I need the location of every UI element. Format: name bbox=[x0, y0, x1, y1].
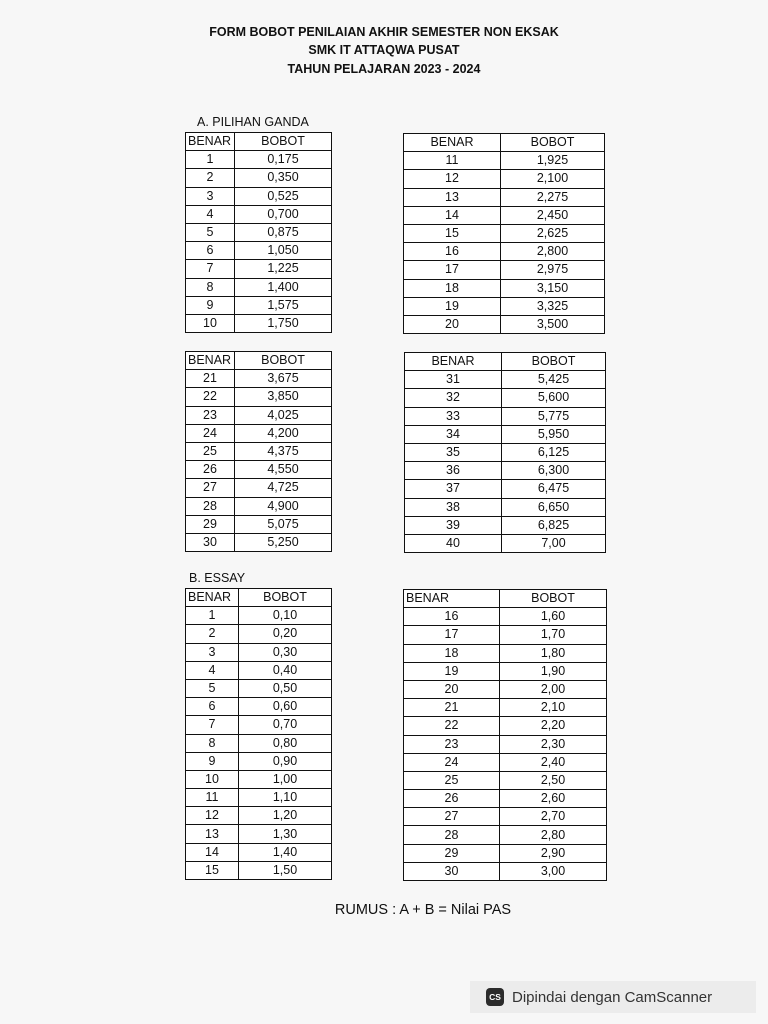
bobot-cell: 1,40 bbox=[239, 843, 332, 861]
bobot-cell: 2,275 bbox=[501, 188, 605, 206]
bobot-cell: 1,750 bbox=[235, 314, 332, 332]
bobot-cell: 0,80 bbox=[239, 734, 332, 752]
benar-cell: 5 bbox=[186, 223, 235, 241]
bobot-cell: 5,600 bbox=[502, 389, 606, 407]
weight-table-essay-1-15 bbox=[185, 588, 332, 880]
weight-table-essay-16-30 bbox=[403, 589, 607, 881]
table-row bbox=[186, 679, 332, 697]
bobot-cell: 0,20 bbox=[239, 625, 332, 643]
table-row bbox=[186, 789, 332, 807]
benar-cell: 14 bbox=[186, 843, 239, 861]
table-header-row bbox=[186, 589, 332, 607]
benar-cell: 2 bbox=[186, 169, 235, 187]
table-row bbox=[186, 205, 332, 223]
table-row bbox=[186, 296, 332, 314]
bobot-cell: 5,075 bbox=[235, 515, 332, 533]
table-row bbox=[404, 717, 607, 735]
bobot-cell: 1,90 bbox=[500, 662, 607, 680]
table-row bbox=[404, 844, 607, 862]
bobot-cell: 0,350 bbox=[235, 169, 332, 187]
table-header-row bbox=[405, 353, 606, 371]
bobot-cell: 4,025 bbox=[235, 406, 332, 424]
benar-cell: 30 bbox=[404, 862, 500, 880]
table-row bbox=[186, 825, 332, 843]
table-row bbox=[404, 808, 607, 826]
bobot-cell: 0,175 bbox=[235, 151, 332, 169]
camscanner-watermark bbox=[470, 981, 756, 1013]
benar-cell: 17 bbox=[404, 261, 501, 279]
bobot-cell: 1,575 bbox=[235, 296, 332, 314]
table-row bbox=[404, 790, 607, 808]
benar-cell: 18 bbox=[404, 279, 501, 297]
benar-cell: 22 bbox=[186, 388, 235, 406]
benar-cell: 10 bbox=[186, 770, 239, 788]
benar-cell: 8 bbox=[186, 278, 235, 296]
table-row bbox=[404, 224, 605, 242]
table-row bbox=[186, 752, 332, 770]
academic-year: TAHUN PELAJARAN 2023 - 2024 bbox=[287, 62, 481, 76]
table-row bbox=[405, 389, 606, 407]
benar-column-header: BENAR bbox=[404, 134, 501, 152]
bobot-cell: 1,20 bbox=[239, 807, 332, 825]
table-row bbox=[186, 515, 332, 533]
table-row bbox=[186, 260, 332, 278]
benar-cell: 16 bbox=[404, 243, 501, 261]
benar-cell: 24 bbox=[404, 753, 500, 771]
bobot-cell: 2,70 bbox=[500, 808, 607, 826]
benar-cell: 13 bbox=[186, 825, 239, 843]
table-row bbox=[404, 771, 607, 789]
table-row bbox=[186, 843, 332, 861]
table-row bbox=[186, 716, 332, 734]
benar-column-header: BENAR bbox=[186, 352, 235, 370]
bobot-cell: 6,125 bbox=[502, 443, 606, 461]
table-row bbox=[404, 826, 607, 844]
benar-column-header: BENAR bbox=[404, 590, 500, 608]
bobot-cell: 6,650 bbox=[502, 498, 606, 516]
benar-cell: 27 bbox=[186, 479, 235, 497]
benar-cell: 15 bbox=[404, 224, 501, 242]
benar-cell: 11 bbox=[186, 789, 239, 807]
benar-cell: 21 bbox=[404, 699, 500, 717]
bobot-cell: 1,00 bbox=[239, 770, 332, 788]
benar-cell: 29 bbox=[186, 515, 235, 533]
benar-cell: 4 bbox=[186, 205, 235, 223]
benar-cell: 28 bbox=[186, 497, 235, 515]
benar-cell: 27 bbox=[404, 808, 500, 826]
table-row bbox=[405, 516, 606, 534]
bobot-cell: 1,925 bbox=[501, 152, 605, 170]
benar-column-header: BENAR bbox=[186, 589, 239, 607]
bobot-column-header: BOBOT bbox=[235, 133, 332, 151]
table-row bbox=[405, 534, 606, 552]
table-row bbox=[186, 424, 332, 442]
bobot-cell: 3,325 bbox=[501, 297, 605, 315]
bobot-cell: 6,300 bbox=[502, 462, 606, 480]
table-row bbox=[404, 680, 607, 698]
bobot-cell: 0,30 bbox=[239, 643, 332, 661]
camscanner-logo-icon: CS bbox=[486, 988, 504, 1006]
bobot-cell: 1,80 bbox=[500, 644, 607, 662]
bobot-cell: 0,700 bbox=[235, 205, 332, 223]
benar-cell: 3 bbox=[186, 187, 235, 205]
benar-cell: 31 bbox=[405, 371, 502, 389]
table-row bbox=[186, 370, 332, 388]
document-title: FORM BOBOT PENILAIAN AKHIR SEMESTER NON EKSAK bbox=[209, 25, 559, 39]
table-row bbox=[404, 170, 605, 188]
benar-cell: 25 bbox=[186, 442, 235, 460]
benar-cell: 20 bbox=[404, 315, 501, 333]
weight-table-mc-11-20 bbox=[403, 133, 605, 334]
benar-cell: 19 bbox=[404, 662, 500, 680]
table-row bbox=[405, 462, 606, 480]
bobot-cell: 2,975 bbox=[501, 261, 605, 279]
bobot-cell: 3,150 bbox=[501, 279, 605, 297]
bobot-column-header: BOBOT bbox=[235, 352, 332, 370]
bobot-cell: 2,30 bbox=[500, 735, 607, 753]
bobot-cell: 1,70 bbox=[500, 626, 607, 644]
bobot-cell: 1,10 bbox=[239, 789, 332, 807]
table-row bbox=[186, 479, 332, 497]
benar-cell: 21 bbox=[186, 370, 235, 388]
benar-cell: 22 bbox=[404, 717, 500, 735]
benar-cell: 2 bbox=[186, 625, 239, 643]
table-row bbox=[186, 497, 332, 515]
bobot-cell: 0,525 bbox=[235, 187, 332, 205]
table-row bbox=[186, 314, 332, 332]
benar-cell: 30 bbox=[186, 533, 235, 551]
bobot-cell: 5,950 bbox=[502, 425, 606, 443]
benar-cell: 7 bbox=[186, 260, 235, 278]
watermark-text: Dipindai dengan CamScanner bbox=[512, 988, 713, 1006]
benar-column-header: BENAR bbox=[186, 133, 235, 151]
table-row bbox=[186, 625, 332, 643]
bobot-cell: 2,100 bbox=[501, 170, 605, 188]
table-row bbox=[186, 643, 332, 661]
bobot-cell: 5,425 bbox=[502, 371, 606, 389]
benar-cell: 28 bbox=[404, 826, 500, 844]
bobot-cell: 5,775 bbox=[502, 407, 606, 425]
bobot-cell: 4,200 bbox=[235, 424, 332, 442]
bobot-cell: 4,550 bbox=[235, 461, 332, 479]
benar-cell: 38 bbox=[405, 498, 502, 516]
benar-cell: 9 bbox=[186, 752, 239, 770]
table-row bbox=[404, 699, 607, 717]
table-row bbox=[186, 151, 332, 169]
bobot-cell: 3,00 bbox=[500, 862, 607, 880]
table-row bbox=[186, 187, 332, 205]
benar-cell: 1 bbox=[186, 607, 239, 625]
benar-cell: 37 bbox=[405, 480, 502, 498]
bobot-cell: 2,00 bbox=[500, 680, 607, 698]
table-row bbox=[404, 862, 607, 880]
bobot-cell: 2,450 bbox=[501, 206, 605, 224]
bobot-cell: 2,60 bbox=[500, 790, 607, 808]
bobot-cell: 1,225 bbox=[235, 260, 332, 278]
benar-cell: 12 bbox=[404, 170, 501, 188]
school-name: SMK IT ATTAQWA PUSAT bbox=[308, 43, 460, 57]
benar-cell: 17 bbox=[404, 626, 500, 644]
benar-cell: 8 bbox=[186, 734, 239, 752]
table-row bbox=[186, 388, 332, 406]
table-row bbox=[186, 807, 332, 825]
benar-cell: 6 bbox=[186, 242, 235, 260]
bobot-cell: 3,850 bbox=[235, 388, 332, 406]
benar-column-header: BENAR bbox=[405, 353, 502, 371]
bobot-cell: 4,900 bbox=[235, 497, 332, 515]
benar-cell: 24 bbox=[186, 424, 235, 442]
benar-cell: 26 bbox=[186, 461, 235, 479]
benar-cell: 4 bbox=[186, 661, 239, 679]
bobot-cell: 2,800 bbox=[501, 243, 605, 261]
weight-table-mc-1-10 bbox=[185, 132, 332, 333]
table-row bbox=[186, 661, 332, 679]
bobot-cell: 0,70 bbox=[239, 716, 332, 734]
bobot-cell: 1,050 bbox=[235, 242, 332, 260]
table-row bbox=[404, 315, 605, 333]
bobot-cell: 2,625 bbox=[501, 224, 605, 242]
benar-cell: 33 bbox=[405, 407, 502, 425]
table-row bbox=[405, 498, 606, 516]
benar-cell: 20 bbox=[404, 680, 500, 698]
bobot-cell: 2,20 bbox=[500, 717, 607, 735]
bobot-cell: 1,400 bbox=[235, 278, 332, 296]
benar-cell: 18 bbox=[404, 644, 500, 662]
bobot-cell: 6,825 bbox=[502, 516, 606, 534]
bobot-cell: 0,40 bbox=[239, 661, 332, 679]
table-row bbox=[404, 152, 605, 170]
bobot-cell: 2,50 bbox=[500, 771, 607, 789]
benar-cell: 25 bbox=[404, 771, 500, 789]
formula-text: RUMUS : A + B = Nilai PAS bbox=[334, 902, 512, 918]
table-row bbox=[186, 607, 332, 625]
table-header-row bbox=[404, 134, 605, 152]
section-b-label: B. ESSAY bbox=[189, 571, 246, 585]
table-row bbox=[186, 169, 332, 187]
benar-cell: 9 bbox=[186, 296, 235, 314]
bobot-cell: 1,50 bbox=[239, 861, 332, 879]
benar-cell: 36 bbox=[405, 462, 502, 480]
benar-cell: 12 bbox=[186, 807, 239, 825]
table-row bbox=[405, 480, 606, 498]
benar-cell: 5 bbox=[186, 679, 239, 697]
weight-table-mc-21-30 bbox=[185, 351, 332, 552]
bobot-cell: 1,30 bbox=[239, 825, 332, 843]
table-row bbox=[405, 425, 606, 443]
table-row bbox=[186, 734, 332, 752]
bobot-cell: 0,10 bbox=[239, 607, 332, 625]
benar-cell: 23 bbox=[186, 406, 235, 424]
table-row bbox=[404, 644, 607, 662]
benar-cell: 34 bbox=[405, 425, 502, 443]
table-row bbox=[186, 406, 332, 424]
benar-cell: 40 bbox=[405, 534, 502, 552]
table-row bbox=[186, 861, 332, 879]
benar-cell: 13 bbox=[404, 188, 501, 206]
table-row bbox=[404, 735, 607, 753]
benar-cell: 23 bbox=[404, 735, 500, 753]
table-row bbox=[404, 753, 607, 771]
bobot-cell: 6,475 bbox=[502, 480, 606, 498]
bobot-cell: 1,60 bbox=[500, 608, 607, 626]
table-row bbox=[404, 662, 607, 680]
table-row bbox=[405, 371, 606, 389]
section-a-label: A. PILIHAN GANDA bbox=[197, 115, 309, 129]
bobot-cell: 3,500 bbox=[501, 315, 605, 333]
table-header-row bbox=[404, 590, 607, 608]
table-row bbox=[404, 626, 607, 644]
table-header-row bbox=[186, 133, 332, 151]
table-row bbox=[404, 261, 605, 279]
benar-cell: 26 bbox=[404, 790, 500, 808]
bobot-cell: 5,250 bbox=[235, 533, 332, 551]
table-row bbox=[404, 206, 605, 224]
bobot-cell: 0,875 bbox=[235, 223, 332, 241]
table-row bbox=[404, 243, 605, 261]
table-row bbox=[186, 698, 332, 716]
benar-cell: 10 bbox=[186, 314, 235, 332]
bobot-cell: 7,00 bbox=[502, 534, 606, 552]
bobot-cell: 2,40 bbox=[500, 753, 607, 771]
table-row bbox=[186, 442, 332, 460]
table-row bbox=[186, 533, 332, 551]
bobot-cell: 0,50 bbox=[239, 679, 332, 697]
bobot-cell: 2,90 bbox=[500, 844, 607, 862]
benar-cell: 32 bbox=[405, 389, 502, 407]
benar-cell: 15 bbox=[186, 861, 239, 879]
benar-cell: 6 bbox=[186, 698, 239, 716]
table-row bbox=[404, 608, 607, 626]
benar-cell: 19 bbox=[404, 297, 501, 315]
bobot-cell: 2,80 bbox=[500, 826, 607, 844]
table-row bbox=[405, 443, 606, 461]
table-row bbox=[186, 461, 332, 479]
benar-cell: 39 bbox=[405, 516, 502, 534]
bobot-cell: 2,10 bbox=[500, 699, 607, 717]
table-header-row bbox=[186, 352, 332, 370]
bobot-column-header: BOBOT bbox=[502, 353, 606, 371]
benar-cell: 16 bbox=[404, 608, 500, 626]
table-row bbox=[186, 242, 332, 260]
benar-cell: 14 bbox=[404, 206, 501, 224]
bobot-column-header: BOBOT bbox=[501, 134, 605, 152]
table-row bbox=[404, 279, 605, 297]
table-row bbox=[404, 297, 605, 315]
benar-cell: 11 bbox=[404, 152, 501, 170]
benar-cell: 3 bbox=[186, 643, 239, 661]
bobot-cell: 4,375 bbox=[235, 442, 332, 460]
benar-cell: 7 bbox=[186, 716, 239, 734]
table-row bbox=[186, 223, 332, 241]
bobot-column-header: BOBOT bbox=[500, 590, 607, 608]
weight-table-mc-31-40 bbox=[404, 352, 606, 553]
bobot-cell: 4,725 bbox=[235, 479, 332, 497]
table-row bbox=[404, 188, 605, 206]
bobot-cell: 0,60 bbox=[239, 698, 332, 716]
bobot-cell: 3,675 bbox=[235, 370, 332, 388]
bobot-column-header: BOBOT bbox=[239, 589, 332, 607]
table-row bbox=[405, 407, 606, 425]
benar-cell: 29 bbox=[404, 844, 500, 862]
bobot-cell: 0,90 bbox=[239, 752, 332, 770]
benar-cell: 1 bbox=[186, 151, 235, 169]
table-row bbox=[186, 770, 332, 788]
table-row bbox=[186, 278, 332, 296]
benar-cell: 35 bbox=[405, 443, 502, 461]
